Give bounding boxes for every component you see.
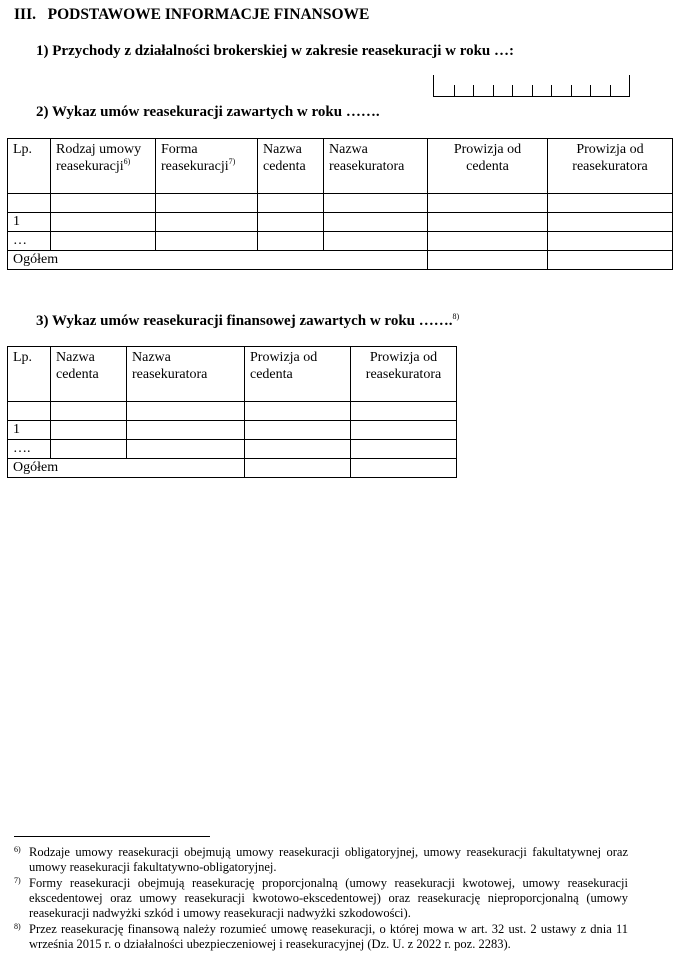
section-title: III. PODSTAWOWE INFORMACJE FINANSOWE: [14, 6, 370, 23]
revenue-digit-boxes[interactable]: [433, 75, 630, 97]
footnote-separator: [14, 836, 210, 837]
col-forma: Forma reasekuracji$^{7)}$: [156, 139, 258, 194]
footnote-ref-7: 7): [228, 157, 236, 166]
footnote-mark: 8): [14, 922, 21, 931]
footnote-text: Przez reasekurację finansową należy rozumieć umowę reasekuracji, o której mowa w art. 32 ust. 2 ustawy z dnia 11 września 2015 r. o działalności ubezpieczeniowej i reasekuracyjnej (Dz. U. z 2022 r. poz. 2283).: [29, 922, 628, 951]
row-lp: 1: [8, 421, 51, 440]
sub2-title: 2) Wykaz umów reasekuracji zawartych w roku …….: [36, 104, 380, 120]
footnote-text: Formy reasekuracji obejmują reasekurację proporcjonalną (umowy reasekuracji kwotowej, umowy reasekuracji ekscedentowej oraz umowy reasekuracji kwotowo-ekscedentowej) oraz reasekurację nieproporcjonalną (umowy reasekuracji nadwyżki szkód i umowy reasekuracji nadwyżki szkodowości).: [29, 876, 628, 920]
total-row: [8, 251, 673, 270]
footnote-mark: 6): [14, 845, 21, 854]
digit-separator: [610, 85, 611, 96]
row-lp: ….: [8, 440, 51, 459]
col-prow-cedent: Prowizja od cedenta: [245, 347, 351, 402]
col-lp: Lp.: [8, 139, 51, 194]
table-row: [8, 402, 457, 421]
digit-separator: [454, 85, 455, 96]
total-row: [8, 459, 457, 478]
col-prow-reas: Prowizja od reasekuratora: [548, 139, 673, 194]
sub1-title: 1) Przychody z działalności brokerskiej w zakresie reasekuracji w roku …:: [36, 43, 515, 59]
col-cedent: Nazwa cedenta: [258, 139, 324, 194]
digit-separator: [532, 85, 533, 96]
footnote-ref-8: 8): [452, 312, 460, 321]
col-reasekurator: Nazwa reasekuratora: [324, 139, 428, 194]
footnote-8: [14, 922, 628, 952]
col-prow-cedent: Prowizja od cedenta: [428, 139, 548, 194]
table-row: [8, 440, 457, 459]
table-row: [8, 194, 673, 213]
row-lp: …: [8, 232, 51, 251]
digit-separator: [512, 85, 513, 96]
digit-separator: [590, 85, 591, 96]
footnote-7: [14, 876, 628, 921]
digit-separator: [551, 85, 552, 96]
col-reasekurator: Nazwa reasekuratora: [127, 347, 245, 402]
footnote-ref-6: 6): [123, 157, 131, 166]
total-label: Ogółem: [8, 459, 245, 478]
col-lp: Lp.: [8, 347, 51, 402]
table-row: [8, 232, 673, 251]
footnote-mark: 7): [14, 876, 21, 885]
financial-reinsurance-table: [7, 346, 457, 478]
digit-separator: [493, 85, 494, 96]
col-prow-reas: Prowizja od reasekuratora: [351, 347, 457, 402]
footnote-text: Rodzaje umowy reasekuracji obejmują umowy reasekuracji obligatoryjnej, umowy reasekuracji fakultatywnej oraz umowy reasekuracji fakultatywno-obligatoryjnej.: [29, 845, 628, 874]
total-label: Ogółem: [8, 251, 428, 270]
table-row: [8, 421, 457, 440]
digit-separator: [473, 85, 474, 96]
footnote-6: [14, 845, 628, 875]
digit-separator: [571, 85, 572, 96]
col-cedent: Nazwa cedenta: [51, 347, 127, 402]
table-row: [8, 213, 673, 232]
col-rodzaj: Rodzaj umowy reasekuracji$^{6)}$: [51, 139, 156, 194]
sub3-title: 3) Wykaz umów reasekuracji finansowej zawartych w roku …….$^{8)}$: [36, 312, 460, 329]
row-lp: 1: [8, 213, 51, 232]
reinsurance-contracts-table: [7, 138, 673, 270]
